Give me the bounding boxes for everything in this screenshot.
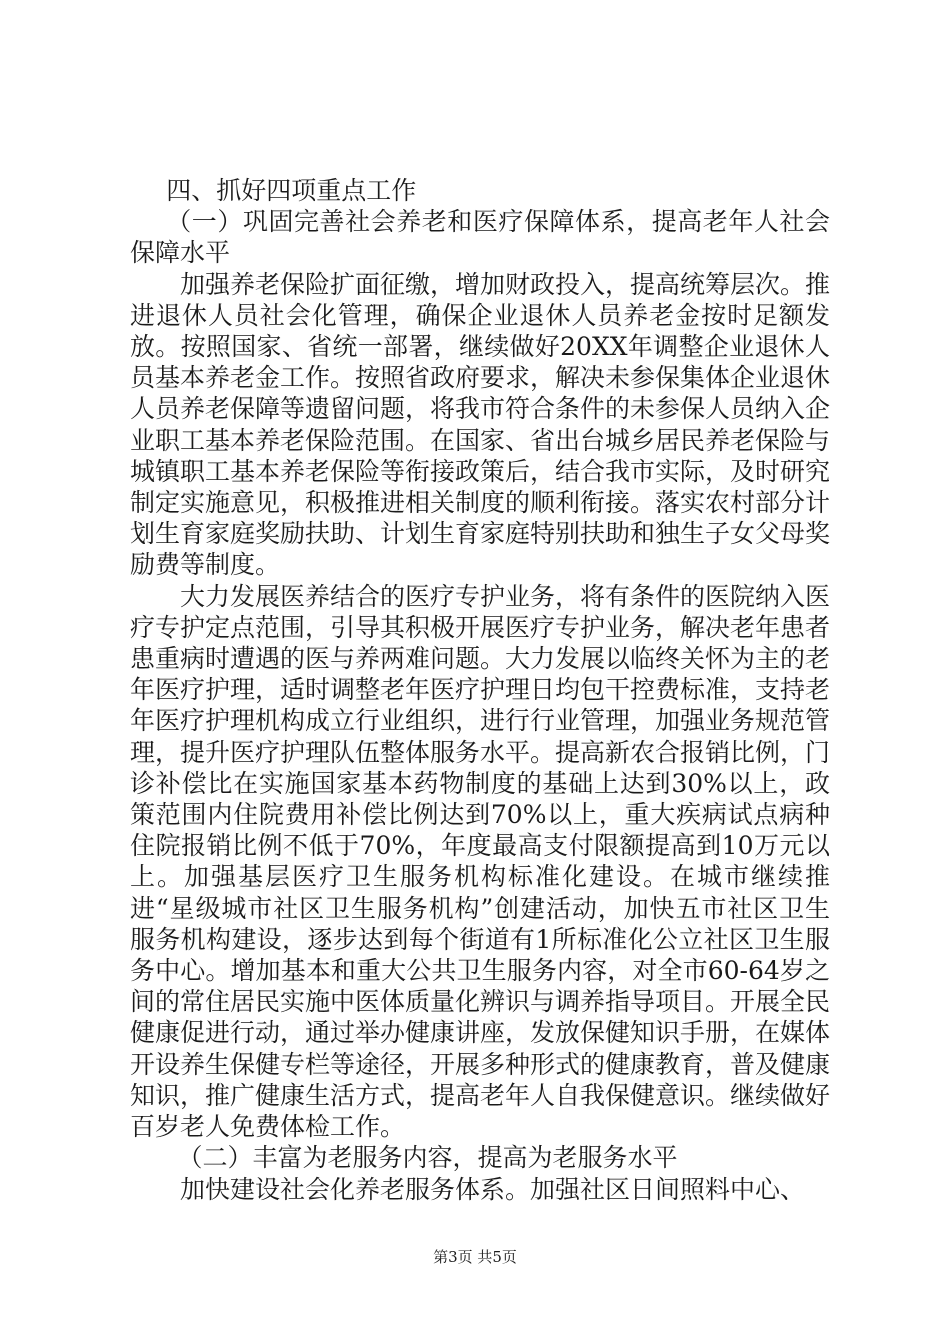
subsection-2-title: （二）丰富为老服务内容，提高为老服务水平 bbox=[177, 1143, 678, 1173]
paragraph-3: 加快建设社会化养老服务体系。加强社区日间照料中心、 bbox=[180, 1174, 806, 1204]
section-heading: 四、抓好四项重点工作 bbox=[166, 176, 417, 205]
paragraph-2: 大力发展医养结合的医疗专护业务，将有条件的医院纳入医疗专护定点范围，引导其积极开展医疗专护业务，解决老年患者患重病时遭遇的医与养两难问题。大力发展以临终关怀为主的老年医疗护理，适时调整老年医疗护理日均包干控费标准，支持老年医疗护理机构成立行业组织，进行行业管理，加强业务规范管理，提升医疗护理队伍整体服务水平。提高新农合报销比例，门诊补偿比在实施国家基本药物制度的基础上达到30%以上，政策范围内住院费用补偿比例达到70%以上，重大疾病试点病种住院报销比例不低于70%，年度最高支付限额提高到10万元以上。加强基层医疗卫生服务机构标准化建设。在城市继续推进“星级城市社区卫生服务机构”创建活动，加快五市社区卫生服务机构建设，逐步达到每个街道有1所标准化公立社区卫生服务中心。增加基本和重大公共卫生服务内容，对全市60-64岁之间的常住居民实施中医体质量化辨识与调养指导项目。开展全民健康促进行动，通过举办健康讲座，发放保健知识手册，在媒体开设养生保健专栏等途径，开展多种形式的健康教育，普及健康知识，推广健康生活方式，提高老年人自我保健意识。继续做好百岁老人免费体检工作。 bbox=[130, 581, 831, 1142]
paragraph-1: 加强养老保险扩面征缴，增加财政投入，提高统筹层次。推进退休人员社会化管理，确保企业退休人员养老金按时足额发放。按照国家、省统一部署，继续做好20XX年调整企业退休人员基本养老金工作。按照省政府要求，解决未参保集体企业退休人员养老保障等遗留问题，将我市符合条件的未参保人员纳入企业职工基本养老保险范围。在国家、省出台城乡居民养老保险与城镇职工基本养老保险等衔接政策后，结合我市实际，及时研究制定实施意见，积极推进相关制度的顺利衔接。落实农村部分计划生育家庭奖励扶助、计划生育家庭特别扶助和独生子女父母奖励费等制度。 bbox=[130, 269, 831, 580]
subsection-1-title: （一）巩固完善社会养老和医疗保障体系，提高老年人社会保障水平 bbox=[130, 207, 830, 268]
document-body bbox=[130, 175, 830, 1205]
page-footer bbox=[0, 1247, 950, 1267]
page-indicator: 第3页 共5页 bbox=[433, 1248, 517, 1266]
